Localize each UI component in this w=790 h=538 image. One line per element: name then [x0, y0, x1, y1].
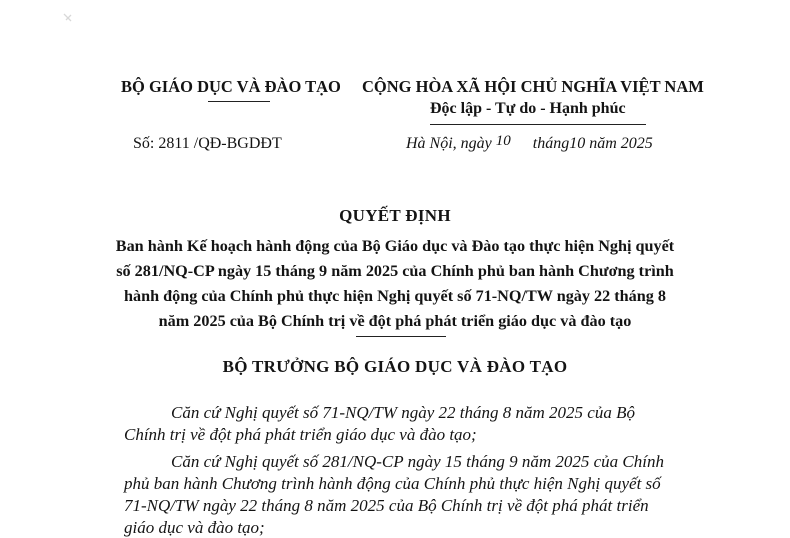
subtitle-line-2: số 281/NQ-CP ngày 15 tháng 9 năm 2025 của Chính phủ ban hành Chương trình — [116, 262, 674, 280]
legal-basis-2-line-1: Căn cứ Nghị quyết số 281/NQ-CP ngày 15 tháng 9 năm 2025 của Chính — [171, 452, 664, 471]
subtitle-line-4: năm 2025 của Bộ Chính trị về đột phá phát triển giáo dục và đào tạo — [158, 312, 632, 330]
document-number: Số: 2811 /QĐ-BGDĐT — [133, 135, 282, 152]
legal-basis-2-line-3: 71-NQ/TW ngày 22 tháng 8 năm 2025 của Bộ Chính trị về đột phá phát triển — [124, 496, 649, 515]
country-name: CỘNG HÒA XÃ HỘI CHỦ NGHĨA VIỆT NAM — [362, 77, 704, 96]
legal-basis-2-line-4: giáo dục và đào tạo; — [124, 518, 265, 537]
decision-heading: QUYẾT ĐỊNH — [339, 206, 451, 225]
legal-basis-1-line-1: Căn cứ Nghị quyết số 71-NQ/TW ngày 22 tháng 8 năm 2025 của Bộ — [171, 403, 635, 422]
org-underline — [208, 101, 270, 102]
national-motto: Độc lập - Tự do - Hạnh phúc — [430, 100, 626, 117]
scan-artifact-mark — [62, 12, 74, 24]
motto-underline — [430, 124, 646, 125]
legal-basis-1-line-2: Chính trị về đột phá phát triển giáo dục và đào tạo; — [124, 425, 477, 444]
place-and-date — [406, 135, 653, 153]
place-date-prefix: Hà Nội, ngày — [406, 135, 496, 152]
date-day: 10 — [495, 133, 511, 149]
subtitle-line-3: hành động của Chính phủ thực hiện Nghị quyết số 71-NQ/TW ngày 22 tháng 8 — [124, 287, 666, 305]
legal-basis-2-line-2: phủ ban hành Chương trình hành động của Chính phủ thực hiện Nghị quyết số — [124, 474, 661, 493]
date-month-year: tháng10 năm 2025 — [532, 135, 653, 152]
subtitle-line-1: Ban hành Kế hoạch hành động của Bộ Giáo dục và Đào tạo thực hiện Nghị quyết — [115, 237, 675, 255]
title-underline — [356, 336, 446, 337]
issuing-authority: BỘ TRƯỞNG BỘ GIÁO DỤC VÀ ĐÀO TẠO — [222, 357, 568, 376]
issuing-organization: BỘ GIÁO DỤC VÀ ĐÀO TẠO — [121, 77, 341, 96]
